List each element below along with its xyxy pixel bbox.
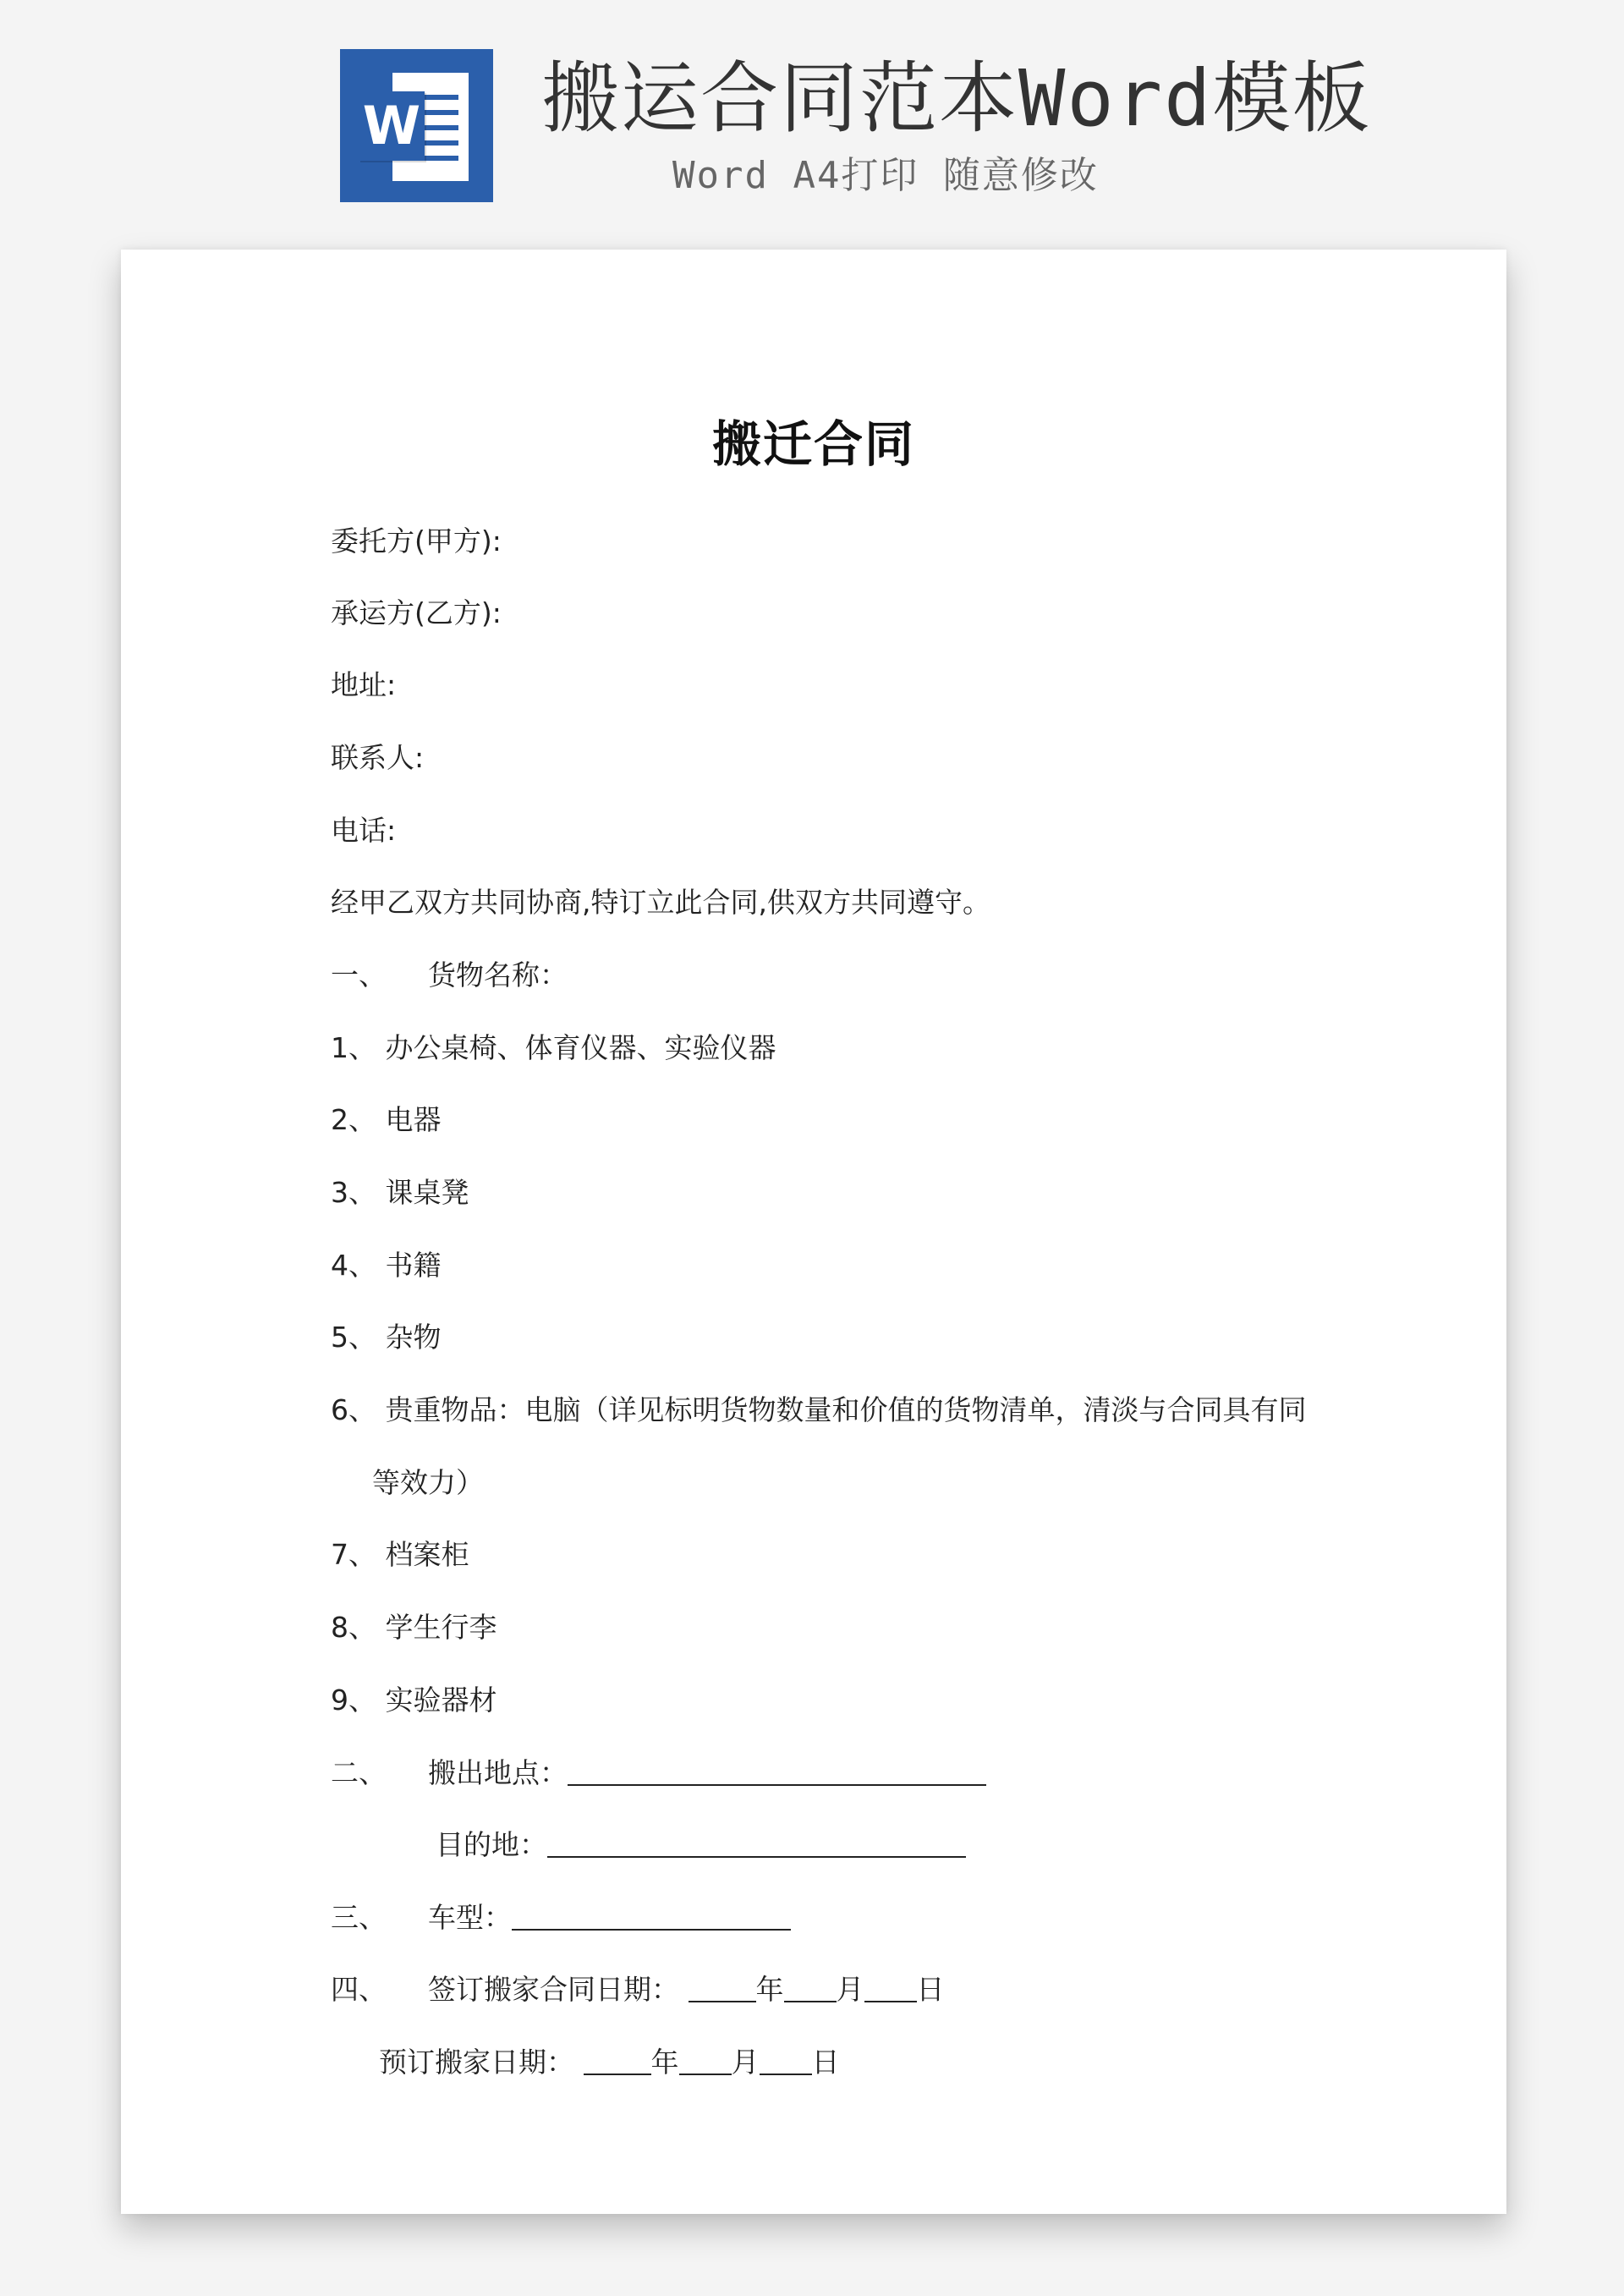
list-item-number: 9、: [331, 1684, 376, 1717]
year-unit: 年: [650, 2046, 679, 2079]
party-b-label: 承运方(乙方):: [331, 596, 502, 629]
party-b-line: [331, 588, 502, 639]
month-unit: 月: [836, 1973, 864, 2006]
section-4-sign-date: [331, 1964, 945, 2015]
section-2-destination: [436, 1820, 966, 1870]
list-item-number: 1、: [331, 1031, 376, 1064]
booking-date-label: 预订搬家日期：: [379, 2046, 574, 2079]
list-item-text: 贵重物品：电脑（详见标明货物数量和价值的货物清单，清淡与合同具有同: [385, 1393, 1307, 1426]
list-item-number: 5、: [331, 1321, 376, 1354]
list-item-number: 4、: [331, 1249, 376, 1282]
list-item-text: 档案柜: [385, 1538, 469, 1571]
address-label: 地址:: [331, 668, 397, 701]
document-sheet: [121, 250, 1506, 2214]
list-item: [331, 1095, 442, 1145]
destination-blank[interactable]: [547, 1822, 966, 1858]
list-item-text: 书籍: [385, 1249, 442, 1282]
origin-label: 搬出地点：: [428, 1756, 568, 1789]
intro-paragraph: 经甲乙双方共同协商,特订立此合同,供双方共同遵守。: [331, 886, 990, 919]
list-item: [331, 1312, 442, 1363]
list-item-text: 杂物: [385, 1321, 442, 1354]
section-3-vehicle: [331, 1892, 791, 1943]
list-item-number: 3、: [331, 1176, 376, 1209]
list-item-number: 2、: [331, 1103, 376, 1136]
section-1-label: 货物名称：: [428, 958, 568, 991]
list-item: [331, 1602, 497, 1653]
list-item: [331, 1675, 497, 1726]
month-unit: 月: [731, 2046, 760, 2079]
contact-line: [331, 733, 424, 783]
list-item-number: 7、: [331, 1538, 376, 1571]
section-1-heading: [331, 950, 568, 1001]
sign-month-blank[interactable]: [784, 1967, 837, 2002]
section-2-marker: 二、: [331, 1756, 387, 1789]
list-item-text: 电器: [385, 1103, 442, 1136]
list-item-text: 学生行李: [385, 1611, 497, 1644]
year-unit: 年: [755, 1973, 784, 2006]
list-item-text: 办公桌椅、体育仪器、实验仪器: [385, 1031, 776, 1064]
destination-label: 目的地：: [436, 1828, 547, 1861]
banner-subtitle: Word A4打印 随意修改: [672, 154, 1099, 197]
list-item-number: 8、: [331, 1611, 376, 1644]
phone-line: [331, 805, 396, 856]
sign-year-blank[interactable]: [689, 1967, 756, 2002]
day-unit: 日: [811, 2046, 840, 2079]
list-item-text: 实验器材: [385, 1684, 497, 1717]
origin-blank[interactable]: [568, 1750, 986, 1786]
template-banner: [0, 0, 1624, 220]
list-item: [331, 1167, 469, 1218]
banner-title: 搬运合同范本Word模板: [541, 53, 1372, 144]
section-1-marker: 一、: [331, 958, 387, 991]
section-3-marker: 三、: [331, 1901, 387, 1934]
vehicle-label: 车型：: [428, 1901, 512, 1934]
list-item: [331, 1385, 1307, 1436]
day-unit: 日: [916, 1973, 945, 2006]
list-item-number: 6、: [331, 1393, 376, 1426]
list-item: [331, 1530, 469, 1580]
party-a-label: 委托方(甲方):: [331, 525, 502, 558]
booking-day-blank[interactable]: [760, 2040, 812, 2075]
booking-year-blank[interactable]: [584, 2040, 651, 2075]
list-item-text: 课桌凳: [385, 1176, 469, 1209]
section-4-marker: 四、: [331, 1973, 387, 2006]
sign-date-label: 签订搬家合同日期：: [428, 1973, 679, 2006]
booking-month-blank[interactable]: [679, 2040, 732, 2075]
list-item: [331, 1240, 442, 1291]
sign-day-blank[interactable]: [864, 1967, 917, 2002]
document-title: 搬迁合同: [711, 415, 915, 473]
contact-label: 联系人:: [331, 741, 425, 774]
list-item: [331, 1023, 776, 1074]
vehicle-blank[interactable]: [512, 1895, 791, 1931]
party-a-line: [331, 516, 502, 567]
word-logo-letter: W: [359, 91, 425, 161]
section-4-booking-date: [379, 2037, 840, 2088]
phone-label: 电话:: [331, 814, 397, 847]
section-2-origin: [331, 1748, 986, 1799]
address-line: [331, 660, 396, 711]
word-logo-icon: [340, 49, 493, 202]
list-item-continuation: 等效力）: [372, 1466, 484, 1499]
